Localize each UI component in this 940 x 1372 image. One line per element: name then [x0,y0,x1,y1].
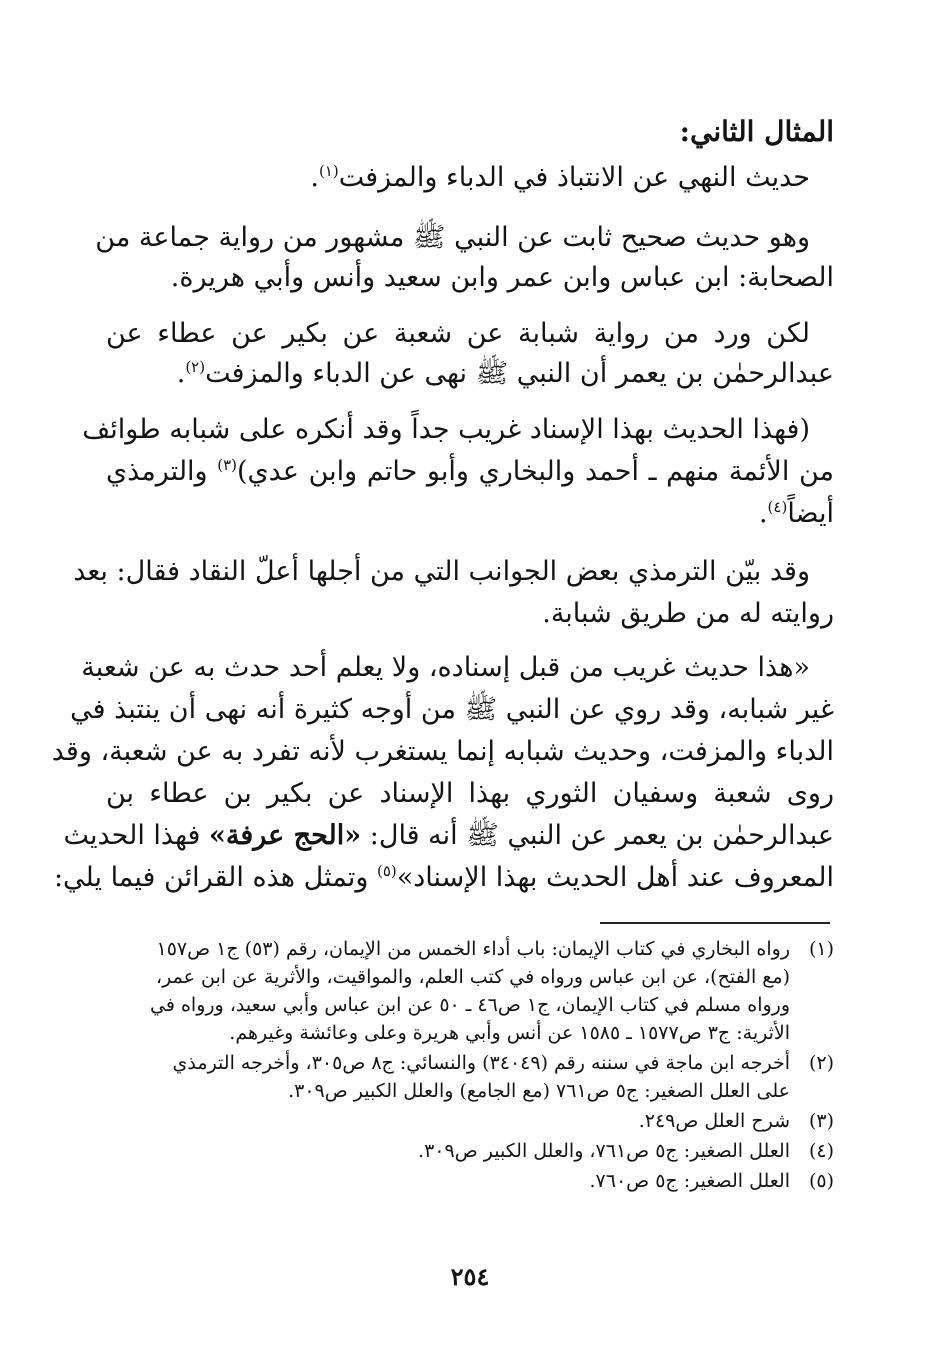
text-line: حديث النهي عن الانتباذ في الدباء والمزفت$^{(١)}$. [310,162,810,193]
footnote-line: (٢)أخرجه ابن ماجة في سننه رقم (٣٤٠٤٩) والنسائي: ج٨ ص٣٠٥، وأخرجه الترمذي [172,1052,834,1074]
text-line: غير شبابه، وقد روي عن النبي ﷺ من أوجه كثيرة أنه نهى أن ينتبذ في [70,694,834,725]
text-line: الصحابة: ابن عباس وابن عمر وابن سعيد وأنس وأبي هريرة. [170,262,834,293]
text-line: أيضاً$^{(٤)}$. [758,498,834,529]
section-heading: المثال الثاني: [679,115,834,148]
footnote-number: (٢) [808,1052,834,1074]
text-line: روى شعبة وسفيان الثوري بهذا الإسناد عن بكير بن عطاء بن [106,778,834,809]
footnote-line: على العلل الصغير: ج٥ ص٧٦١ (مع الجامع) والعلل الكبير ص٣٠٩. [288,1080,790,1102]
footnote-line: (١)رواه البخاري في كتاب الإيمان: باب أداء الخمس من الإيمان، رقم (٥٣) ج١ ص١٥٧ [156,938,834,960]
footnote-line: (٣)شرح العلل ص٢٤٩. [638,1110,834,1132]
footnote-separator [600,922,830,924]
text-line: وهو حديث صحيح ثابت عن النبي ﷺ مشهور من رواية جماعة من [95,222,810,253]
footnote-number: (١) [808,938,834,960]
footnote-number: (٤) [808,1140,834,1162]
text-line: روايته له من طريق شبابة. [542,598,834,629]
text-line: عبدالرحمٰن بن يعمر عن النبي ﷺ أنه قال: «الحج عرفة» فهذا الحديث [63,820,834,851]
text-line: (فهذا الحديث بهذا الإسناد غريب جداً وقد أنكره على شبابه طوائف [82,414,810,445]
footnote-line: ورواه مسلم في كتاب الإيمان، ج١ ص٤٦ ـ ٥٠ عن ابن عباس وأبي سعيد، ورواه في [150,994,790,1016]
text-line: عبدالرحمٰن بن يعمر أن النبي ﷺ نهى عن الدباء والمزفت$^{(٢)}$. [176,358,834,389]
text-line: من الأئمة منهم ـ أحمد والبخاري وأبو حاتم وابن عدي)$^{(٣)}$ والترمذي [106,456,834,487]
footnote-ref: (٢) [185,358,206,376]
page-number: ٢٥٤ [450,1262,490,1291]
text-line: لكن ورد من رواية شبابة عن شعبة عن بكير عن عطاء عن [106,318,810,349]
footnote-ref: (٥) [376,862,397,880]
footnote-ref: (١) [318,162,339,180]
text-line: الدباء والمزفت، وحديث شبابه إنما يستغرب لأنه تفرد به عن شعبة، وقد [51,736,834,767]
text-line: المعروف عند أهل الحديث بهذا الإسناد»$^{(٥)}$ وتمثل هذه القرائن فيما يلي: [53,862,834,893]
footnote-line: (مع الفتح)، عن ابن عباس ورواه في كتب العلم، والمواقيت، والأثرية عن ابن عمر، [156,966,790,988]
footnote-line: الأثرية: ج٣ ص١٥٧٧ ـ ١٥٨٥ عن أنس وأبي هريرة وعلى وعائشة وغيرهم. [229,1022,790,1044]
footnote-line: (٤)العلل الصغير: ج٥ ص٧٦١، والعلل الكبير ص٣٠٩. [418,1140,834,1162]
footnote-ref: (٤) [767,498,788,516]
quoted-hadith: «الحج عرفة» [209,820,362,851]
text-line: «هذا حديث غريب من قبل إسناده، ولا يعلم أحد حدث به عن شعبة [81,652,810,683]
footnote-number: (٣) [808,1110,834,1132]
footnote-ref: (٣) [217,456,238,474]
footnote-number: (٥) [808,1170,834,1192]
footnote-line: (٥)العلل الصغير: ج٥ ص٧٦٠. [589,1170,834,1192]
text-line: وقد بيّن الترمذي بعض الجوانب التي من أجلها أعلّ النقاد فقال: بعد [73,556,810,587]
